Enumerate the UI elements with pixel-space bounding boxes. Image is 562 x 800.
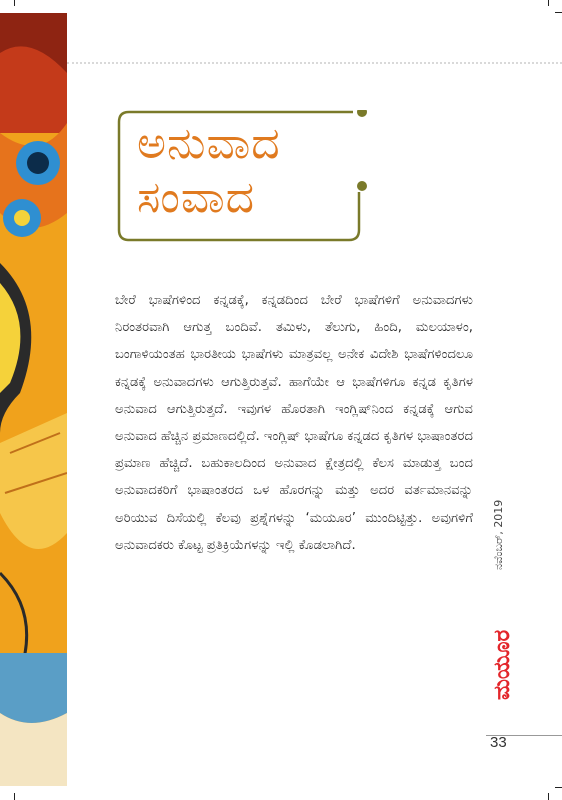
title-frame: [117, 110, 368, 242]
decorative-artwork-strip: [0, 13, 67, 786]
crop-mark: [14, 793, 15, 800]
title-line-1: ಅನುವಾದ: [137, 118, 281, 169]
crop-mark: [548, 0, 549, 6]
crop-mark: [555, 787, 562, 788]
crop-mark: [555, 12, 562, 13]
crop-mark: [548, 793, 549, 800]
magazine-logo: ಮಯೂರ: [490, 629, 515, 700]
article-intro-paragraph: ಬೇರೆ ಭಾಷೆಗಳಿಂದ ಕನ್ನಡಕ್ಕೆ, ಕನ್ನಡದಿಂದ ಬೇರೆ ಭಾಷೆಗಳಿಗೆ ಅನುವಾದಗಳು ನಿರಂತರವಾಗಿ ಆಗುತ್ತ ಬಂದಿವೆ. ತಮಿಳು, ತೆಲುಗು, ಹಿಂದಿ, ಮಲಯಾಳಂ, ಬಂಗಾಳಿಯಂತಹ ಭಾರತೀಯ ಭಾಷೆಗಳು ಮಾತ್ರವಲ್ಲ ಅನೇಕ ವಿದೇಶಿ ಭಾಷೆಗಳಿಂದಲೂ ಕನ್ನಡಕ್ಕೆ ಅನುವಾದಗಳು ಆಗುತ್ತಿರುತ್ತವೆ. ಹಾಗೆಯೇ ಆ ಭಾಷೆಗಳಿಗೂ ಕನ್ನಡ ಕೃತಿಗಳ ಅನುವಾದ ಆಗುತ್ತಿರುತ್ತದೆ. ಇವುಗಳ ಹೊರತಾಗಿ ಇಂಗ್ಲಿಷ್‌ನಿಂದ ಕನ್ನಡಕ್ಕೆ ಆಗುವ ಅನುವಾದ ಹೆಚ್ಚಿನ ಪ್ರಮಾಣದಲ್ಲಿದೆ. ಇಂಗ್ಲಿಷ್ ಭಾಷೆಗೂ ಕನ್ನಡದ ಕೃತಿಗಳ ಭಾಷಾಂತರದ ಪ್ರಮಾಣ ಹೆಚ್ಚಿದೆ. ಬಹುಕಾಲದಿಂದ ಅನುವಾದ ಕ್ಷೇತ್ರದಲ್ಲಿ ಕೆಲಸ ಮಾಡುತ್ತ ಬಂದ ಅನುವಾದಕರಿಗೆ ಭಾಷಾಂತರದ ಒಳ ಹೊರಗನ್ನು ಮತ್ತು ಅದರ ವರ್ತಮಾನವನ್ನು ಅರಿಯುವ ದಿಸೆಯಲ್ಲಿ ಕೆಲವು ಪ್ರಶ್ನೆಗಳನ್ನು ‘ಮಯೂರ’ ಮುಂದಿಟ್ಟಿತ್ತು. ಅವುಗಳಿಗೆ ಅನುವಾದಕರು ಕೊಟ್ಟ ಪ್ರತಿಕ್ರಿಯೆಗಳನ್ನು ಇಲ್ಲಿ ಕೊಡಲಾಗಿದೆ.: [115, 293, 473, 553]
page-number: 33: [490, 734, 507, 751]
issue-date: ನವೆಂಬರ್, 2019: [492, 499, 505, 570]
title-line-2: ಸಂವಾದ: [137, 172, 256, 223]
crop-mark: [14, 0, 15, 6]
dotted-divider: [67, 62, 562, 64]
